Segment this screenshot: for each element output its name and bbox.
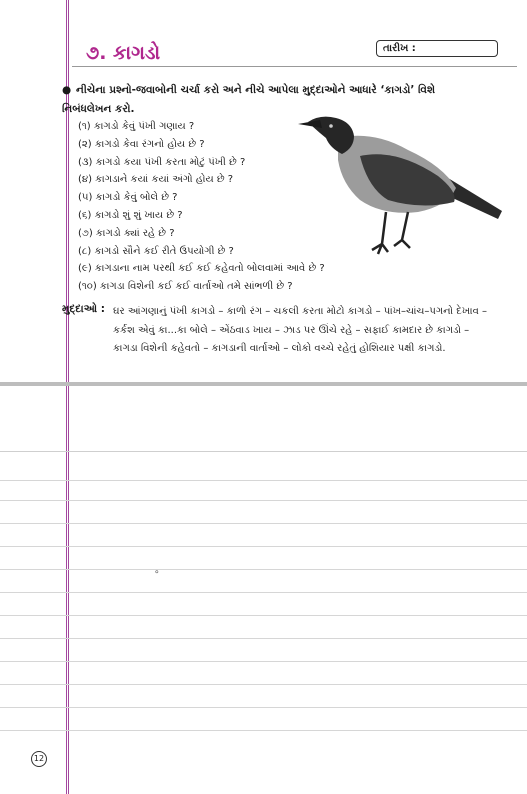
ruled-line bbox=[0, 546, 527, 547]
ruled-line bbox=[0, 684, 527, 685]
question-item: (૭) કાગડો ક્યાં રહે છે ? bbox=[78, 227, 175, 239]
bullet-icon: ● bbox=[62, 84, 72, 96]
writing-area-top-line bbox=[0, 451, 527, 452]
ruled-line bbox=[0, 592, 527, 593]
question-item: (૧૦) કાગડા વિશેની કઈ કઈ વાર્તાઓ તમે સાંભળી છે ? bbox=[78, 281, 293, 293]
crow-illustration bbox=[298, 108, 503, 258]
question-item: (૫) કાગડો કેવું બોલે છે ? bbox=[78, 192, 178, 204]
date-box: તારીખ : bbox=[376, 40, 498, 57]
page-title: ૭. કાગડો bbox=[86, 42, 161, 64]
stray-mark: ० bbox=[155, 568, 159, 576]
question-item: (૬) કાગડો શું શું ખાય છે ? bbox=[78, 209, 183, 221]
margin-line bbox=[66, 0, 69, 794]
ruled-line bbox=[0, 707, 527, 708]
instruction-text: નીચેના પ્રશ્નો-જવાબોની ચર્ચા કરો અને નીચે આપેલા મુદ્દાઓને આધારે ‘કાગડો’ વિશે નિબંધલેખન કરો. bbox=[62, 84, 436, 115]
question-item: (૯) કાગડાના નામ પરથી કઈ કઈ કહેવતો બોલવામાં આવે છે ? bbox=[78, 263, 325, 275]
page-number: 12 bbox=[31, 751, 47, 767]
question-list bbox=[78, 118, 325, 296]
question-item: (૧) કાગડો કેવું પંખી ગણાય ? bbox=[78, 121, 195, 132]
points-text: ઘર આંગણાનું પંખી કાગડો – કાળો રંગ – ચકલી કરતા મોટો કાગડો – પાંખ–ચાંચ–પગનો દેખાવ – કર્કશ એવું કા...કા બોલે – એંઠવાડ ખાય – ઝાડ પર ઊંચે રહે – સફાઈ કામદાર છે કાગડો – કાગડા વિશેની કહેવતો – કાગડાની વાર્તાઓ – લોકો વચ્ચે રહેતું હોશિયાર પક્ષી કાગડો. bbox=[113, 306, 487, 354]
title-divider bbox=[72, 66, 517, 67]
question-item: (૩) કાગડો કયા પંખી કરતા મોટું પંખી છે ? bbox=[78, 156, 246, 168]
ruled-line bbox=[0, 480, 527, 481]
question-item: (૨) કાગડો કેવા રંગનો હોય છે ? bbox=[78, 138, 205, 150]
ruled-line bbox=[0, 661, 527, 662]
ruled-line bbox=[0, 638, 527, 639]
points-label: મુદ્દાઓ : bbox=[62, 303, 105, 315]
ruled-line bbox=[0, 500, 527, 501]
section-separator bbox=[0, 382, 527, 386]
question-item: (૪) કાગડાને કયાં કયાં અંગો હોય છે ? bbox=[78, 174, 234, 186]
ruled-line bbox=[0, 730, 527, 731]
ruled-line bbox=[0, 569, 527, 570]
ruled-line bbox=[0, 523, 527, 524]
ruled-line bbox=[0, 615, 527, 616]
question-item: (૮) કાગડો સૌને કઈ રીતે ઉપયોગી છે ? bbox=[78, 245, 234, 257]
